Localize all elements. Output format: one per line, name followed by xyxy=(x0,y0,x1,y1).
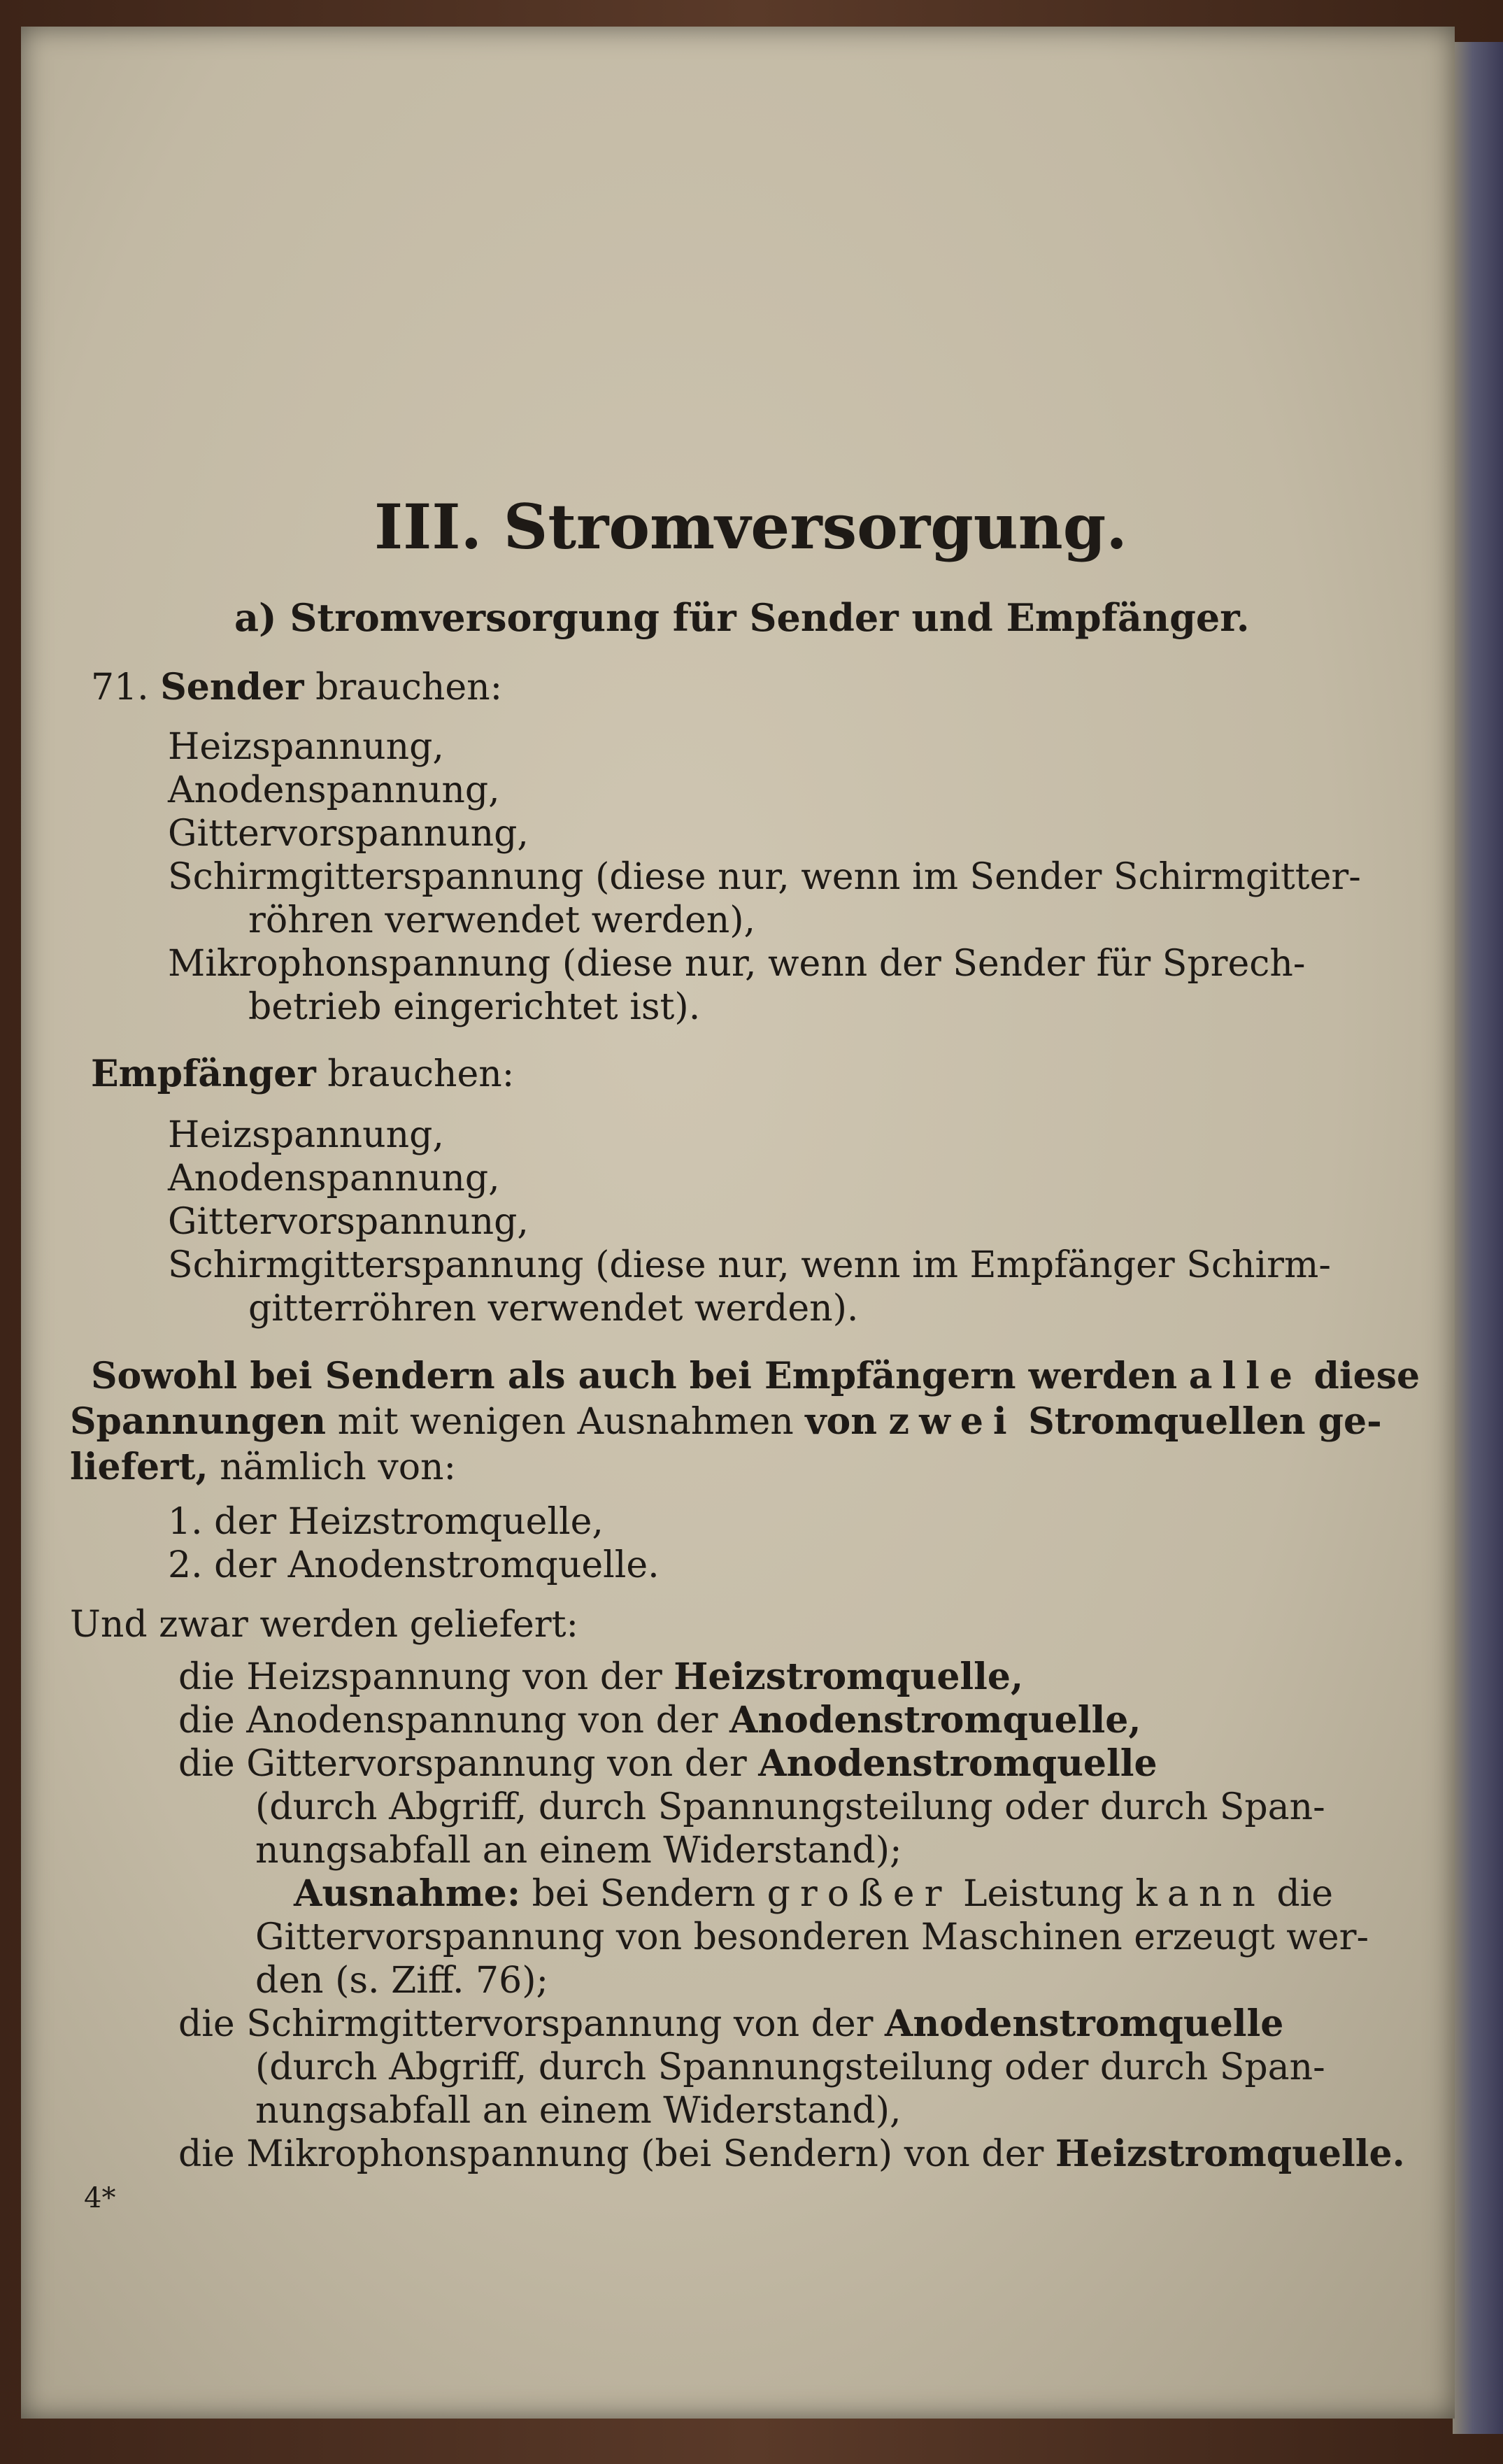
zwar-aus2: großer xyxy=(767,1873,952,1915)
empf-heading xyxy=(91,1053,514,1095)
page-content xyxy=(21,27,1455,2419)
para-l2b: mit wenigen Ausnahmen xyxy=(337,1401,794,1443)
zwar-r2a: die Anodenspannung von der xyxy=(178,1700,718,1742)
sec71-lead: Sender xyxy=(160,666,304,708)
para-l2c: von xyxy=(805,1400,878,1443)
zwar-row-3d: nungsabfall an einem Widerstand); xyxy=(255,1830,902,1872)
zwar-r4a: die Schirmgittervorspannung von der xyxy=(178,2003,874,2045)
zwar-r5b: Heizstromquelle. xyxy=(1055,2132,1405,2175)
zwar-aus3: Leistung xyxy=(962,1873,1124,1915)
sec71-heading xyxy=(91,667,502,708)
para-l2a: Spannungen xyxy=(70,1400,327,1443)
para-numbered-1: 1. der Heizstromquelle, xyxy=(168,1501,604,1543)
zwar-row-4d: nungsabfall an einem Widerstand), xyxy=(255,2090,902,2132)
zwar-row-5 xyxy=(178,2133,1405,2175)
sec71-item-2: Anodenspannung, xyxy=(168,769,500,811)
zwar-r3b: Anodenstromquelle xyxy=(758,1742,1157,1785)
sec71-item-5a: Mikrophonspannung (diese nur, wenn der Sender für Sprech- xyxy=(168,943,1306,985)
zwar-intro: Und zwar werden geliefert: xyxy=(70,1604,579,1646)
zwar-row-2 xyxy=(178,1700,1141,1742)
para-l3b: nämlich von: xyxy=(220,1446,457,1488)
para-numbered-2: 2. der Anodenstromquelle. xyxy=(168,1544,660,1586)
empf-item-3: Gittervorspannung, xyxy=(168,1201,529,1243)
para-l3a: liefert, xyxy=(70,1446,208,1488)
zwar-r5a: die Mikrophonspannung (bei Sendern) von der xyxy=(178,2133,1044,2175)
empf-item-2: Anodenspannung, xyxy=(168,1158,500,1199)
sec71-item-1: Heizspannung, xyxy=(168,726,444,768)
zwar-row-4c: (durch Abgriff, durch Spannungsteilung oder durch Span- xyxy=(255,2046,1325,2088)
para-l1c: diese xyxy=(1313,1355,1420,1397)
zwar-aus7: den (s. Ziff. 76); xyxy=(255,1960,548,2002)
empf-rest: brauchen: xyxy=(327,1053,515,1095)
sec71-item-3: Gittervorspannung, xyxy=(168,813,529,855)
para-line-3 xyxy=(70,1446,456,1488)
para-l1a: Sowohl bei Sendern als auch bei Empfängern werden xyxy=(91,1355,1178,1397)
sec71-item-4b: röhren verwendet werden), xyxy=(248,899,756,941)
zwar-ausnahme xyxy=(294,1873,1333,1915)
zwar-r1b: Heizstromquelle, xyxy=(674,1655,1024,1698)
sec71-item-5b: betrieb eingerichtet ist). xyxy=(248,986,701,1028)
page-number: 4* xyxy=(84,2182,116,2214)
sec71-number: 71. xyxy=(91,667,149,708)
section-subtitle: a) Stromversorgung für Sender und Empfänger. xyxy=(234,595,1250,640)
zwar-row-1 xyxy=(178,1656,1023,1698)
para-l1b: alle xyxy=(1188,1355,1302,1397)
zwar-aus5: die xyxy=(1276,1873,1334,1915)
zwar-aus6: Gittervorspannung von besonderen Maschinen erzeugt wer- xyxy=(255,1916,1369,1958)
zwar-row-3 xyxy=(178,1743,1157,1785)
para-l2d: zwei xyxy=(888,1400,1017,1443)
empf-item-4b: gitterröhren verwendet werden). xyxy=(248,1288,859,1330)
book-page xyxy=(21,27,1455,2419)
zwar-ausnahme-label: Ausnahme: xyxy=(294,1872,521,1915)
para-line-2 xyxy=(70,1401,1382,1443)
zwar-r2b: Anodenstromquelle, xyxy=(729,1699,1141,1742)
zwar-aus1: bei Sendern xyxy=(532,1873,756,1915)
para-l2e: Stromquellen ge- xyxy=(1028,1400,1382,1443)
empf-item-4a: Schirmgitterspannung (diese nur, wenn im Empfänger Schirm- xyxy=(168,1244,1331,1286)
zwar-aus4: kann xyxy=(1135,1873,1265,1915)
zwar-row-4 xyxy=(178,2003,1283,2045)
sec71-item-4a: Schirmgitterspannung (diese nur, wenn im Sender Schirmgitter- xyxy=(168,856,1361,898)
para-line-1 xyxy=(91,1355,1420,1397)
sec71-rest: brauchen: xyxy=(315,667,503,708)
zwar-r4b: Anodenstromquelle xyxy=(885,2002,1284,2045)
page-title: III. Stromversorgung. xyxy=(374,490,1127,563)
book-spine xyxy=(1453,42,1503,2434)
empf-item-1: Heizspannung, xyxy=(168,1114,444,1156)
empf-lead: Empfänger xyxy=(91,1053,316,1095)
zwar-r3a: die Gittervorspannung von der xyxy=(178,1743,747,1785)
zwar-r1a: die Heizspannung von der xyxy=(178,1656,662,1698)
zwar-row-3c: (durch Abgriff, durch Spannungsteilung oder durch Span- xyxy=(255,1786,1325,1828)
